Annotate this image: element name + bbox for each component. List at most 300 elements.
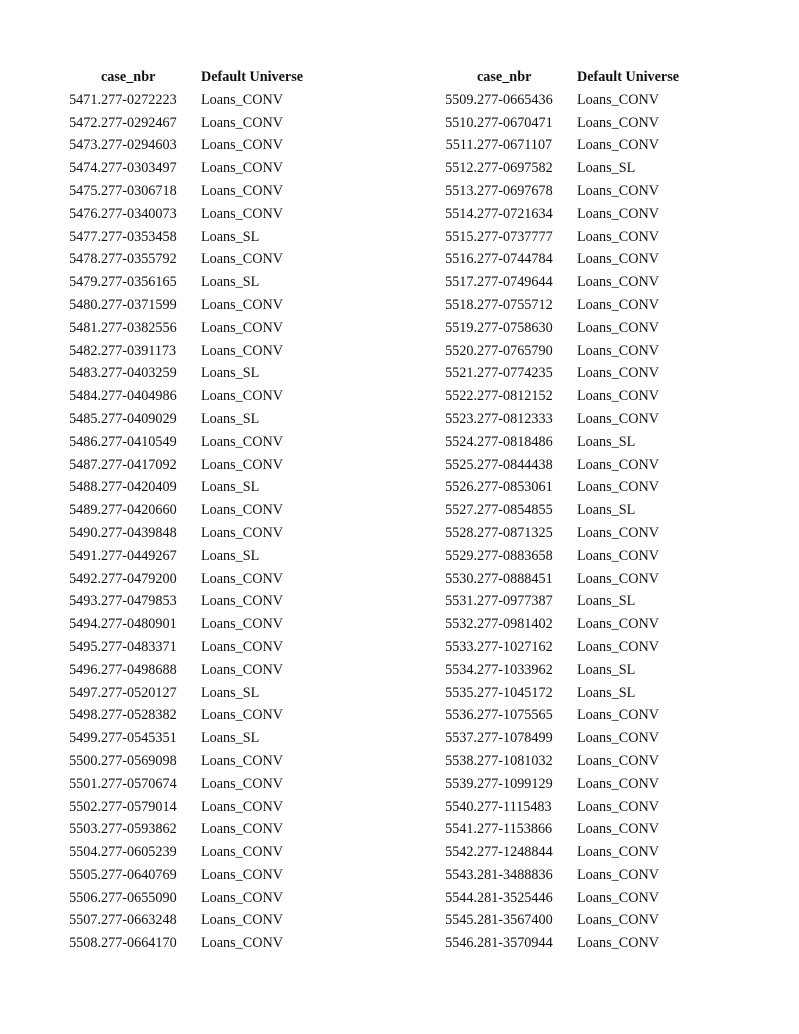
default-universe: Loans_SL xyxy=(577,160,636,177)
table-row xyxy=(424,704,727,727)
table-row xyxy=(48,841,351,864)
table-row xyxy=(424,271,727,294)
default-universe: Loans_CONV xyxy=(201,91,283,108)
row-number: 5542. xyxy=(445,844,477,861)
case-nbr: 281-3567400 xyxy=(477,912,553,929)
row-number: 5475. xyxy=(69,182,101,199)
table-body-right xyxy=(424,89,727,955)
default-universe: Loans_CONV xyxy=(577,570,659,587)
table-row xyxy=(48,773,351,796)
table-row xyxy=(424,180,727,203)
default-universe: Loans_SL xyxy=(577,502,636,519)
row-number: 5499. xyxy=(69,730,101,747)
case-nbr: 277-0569098 xyxy=(101,752,177,769)
case-nbr: 277-0655090 xyxy=(101,889,177,906)
row-number: 5480. xyxy=(69,296,101,313)
default-universe: Loans_CONV xyxy=(201,137,283,154)
default-universe: Loans_CONV xyxy=(577,616,659,633)
default-universe: Loans_SL xyxy=(201,410,260,427)
default-universe: Loans_CONV xyxy=(201,821,283,838)
row-number: 5525. xyxy=(445,456,477,473)
table-row xyxy=(424,203,727,226)
row-number: 5511. xyxy=(445,137,477,154)
case-nbr: 277-0593862 xyxy=(101,821,177,838)
default-universe: Loans_CONV xyxy=(577,182,659,199)
row-number: 5530. xyxy=(445,570,477,587)
row-number: 5494. xyxy=(69,616,101,633)
case-nbr: 277-0417092 xyxy=(101,456,177,473)
case-nbr: 277-0854855 xyxy=(477,502,553,519)
row-number: 5476. xyxy=(69,205,101,222)
case-nbr: 277-0977387 xyxy=(477,593,553,610)
table-row xyxy=(424,522,727,545)
default-universe: Loans_CONV xyxy=(577,889,659,906)
default-universe: Loans_CONV xyxy=(201,707,283,724)
table-row xyxy=(48,909,351,932)
case-nbr: 277-1075565 xyxy=(477,707,553,724)
table-row xyxy=(424,613,727,636)
table-row xyxy=(424,134,727,157)
table-row xyxy=(48,727,351,750)
case-nbr: 277-0355792 xyxy=(101,251,177,268)
table-row xyxy=(48,750,351,773)
row-number: 5522. xyxy=(445,388,477,405)
row-number: 5510. xyxy=(445,114,477,131)
case-nbr: 277-0605239 xyxy=(101,844,177,861)
row-number: 5529. xyxy=(445,547,477,564)
default-universe: Loans_CONV xyxy=(577,319,659,336)
case-nbr: 277-0671107 xyxy=(477,137,553,154)
case-nbr: 277-0420660 xyxy=(101,502,177,519)
case-nbr: 277-0391173 xyxy=(101,342,177,359)
table-row xyxy=(424,499,727,522)
table-row xyxy=(48,636,351,659)
table-row xyxy=(424,773,727,796)
row-number: 5513. xyxy=(445,182,477,199)
default-universe-header: Default Universe xyxy=(201,69,304,85)
default-universe: Loans_CONV xyxy=(577,866,659,883)
table-row xyxy=(424,659,727,682)
case-nbr: 277-1045172 xyxy=(477,684,553,701)
table-row xyxy=(48,248,351,271)
table-row xyxy=(48,385,351,408)
case-nbr: 277-0640769 xyxy=(101,866,177,883)
table-row xyxy=(48,89,351,112)
case-nbr: 277-0744784 xyxy=(477,251,553,268)
case-nbr: 277-0439848 xyxy=(101,524,177,541)
row-number: 5512. xyxy=(445,160,477,177)
table-row xyxy=(48,431,351,454)
case-nbr: 277-0404986 xyxy=(101,388,177,405)
default-universe: Loans_SL xyxy=(577,433,636,450)
table-row xyxy=(424,248,727,271)
table-body-left xyxy=(48,89,351,955)
default-universe: Loans_CONV xyxy=(577,251,659,268)
case-nbr: 277-0420409 xyxy=(101,479,177,496)
table-row xyxy=(424,545,727,568)
default-universe: Loans_CONV xyxy=(201,752,283,769)
default-universe: Loans_SL xyxy=(201,228,260,245)
default-universe: Loans_SL xyxy=(201,547,260,564)
default-universe: Loans_CONV xyxy=(577,730,659,747)
case-nbr: 277-0272223 xyxy=(101,91,177,108)
default-universe: Loans_CONV xyxy=(577,137,659,154)
row-number: 5509. xyxy=(445,91,477,108)
row-number: 5516. xyxy=(445,251,477,268)
row-number-header xyxy=(48,66,101,89)
table-row xyxy=(424,476,727,499)
case-nbr: 277-0303497 xyxy=(101,160,177,177)
header-row xyxy=(424,66,727,89)
table-row xyxy=(48,796,351,819)
case-nbr: 277-1115483 xyxy=(477,798,552,815)
default-universe: Loans_CONV xyxy=(201,388,283,405)
table-row xyxy=(48,932,351,955)
table-row xyxy=(48,317,351,340)
table-row xyxy=(424,932,727,955)
default-universe: Loans_CONV xyxy=(577,752,659,769)
case-nbr: 277-0294603 xyxy=(101,137,177,154)
case-nbr: 277-0765790 xyxy=(477,342,553,359)
default-universe: Loans_CONV xyxy=(201,342,283,359)
case-nbr: 277-0483371 xyxy=(101,638,177,655)
row-number: 5503. xyxy=(69,821,101,838)
table-row xyxy=(48,864,351,887)
case-nbr: 281-3525446 xyxy=(477,889,553,906)
case-nbr: 277-0403259 xyxy=(101,365,177,382)
table-row xyxy=(424,750,727,773)
row-number: 5517. xyxy=(445,274,477,291)
default-universe: Loans_CONV xyxy=(201,912,283,929)
table-row xyxy=(424,818,727,841)
case-nbr: 277-0697582 xyxy=(477,160,553,177)
case-nbr: 277-0758630 xyxy=(477,319,553,336)
case-nbr: 277-0812333 xyxy=(477,410,553,427)
default-universe: Loans_CONV xyxy=(201,182,283,199)
default-universe: Loans_CONV xyxy=(201,524,283,541)
row-number: 5497. xyxy=(69,684,101,701)
table-row xyxy=(48,226,351,249)
row-number: 5487. xyxy=(69,456,101,473)
row-number: 5545. xyxy=(445,912,477,929)
default-universe: Loans_CONV xyxy=(577,844,659,861)
table-row xyxy=(424,887,727,910)
table-row xyxy=(424,226,727,249)
table-row xyxy=(48,545,351,568)
table-row xyxy=(424,636,727,659)
case-nbr: 277-0853061 xyxy=(477,479,553,496)
table-row xyxy=(48,408,351,431)
row-number: 5471. xyxy=(69,91,101,108)
row-number: 5474. xyxy=(69,160,101,177)
row-number: 5498. xyxy=(69,707,101,724)
case-nbr: 277-0498688 xyxy=(101,661,177,678)
row-number: 5481. xyxy=(69,319,101,336)
default-universe: Loans_CONV xyxy=(201,433,283,450)
table-row xyxy=(424,864,727,887)
default-universe: Loans_CONV xyxy=(577,296,659,313)
default-universe: Loans_CONV xyxy=(577,228,659,245)
row-number: 5489. xyxy=(69,502,101,519)
case-nbr: 277-1081032 xyxy=(477,752,553,769)
case-nbr-header: case_nbr xyxy=(477,69,532,85)
case-nbr: 277-0755712 xyxy=(477,296,553,313)
row-number: 5472. xyxy=(69,114,101,131)
row-number: 5536. xyxy=(445,707,477,724)
table-row xyxy=(424,431,727,454)
case-nbr: 277-0382556 xyxy=(101,319,177,336)
row-number: 5502. xyxy=(69,798,101,815)
row-number: 5546. xyxy=(445,935,477,952)
case-nbr: 281-3488836 xyxy=(477,866,553,883)
table-row xyxy=(48,704,351,727)
row-number: 5506. xyxy=(69,889,101,906)
case-nbr: 277-0749644 xyxy=(477,274,553,291)
case-table-right xyxy=(424,66,727,955)
row-number: 5490. xyxy=(69,524,101,541)
table-row xyxy=(48,499,351,522)
case-nbr: 277-0371599 xyxy=(101,296,177,313)
case-nbr: 277-0409029 xyxy=(101,410,177,427)
default-universe: Loans_CONV xyxy=(201,502,283,519)
default-universe: Loans_CONV xyxy=(201,866,283,883)
case-nbr: 277-0528382 xyxy=(101,707,177,724)
table-row xyxy=(48,887,351,910)
row-number: 5514. xyxy=(445,205,477,222)
case-nbr: 277-0664170 xyxy=(101,935,177,952)
case-nbr: 277-0356165 xyxy=(101,274,177,291)
case-nbr: 277-1248844 xyxy=(477,844,553,861)
default-universe: Loans_CONV xyxy=(201,296,283,313)
case-nbr-header: case_nbr xyxy=(101,69,156,85)
table-row xyxy=(48,590,351,613)
table-row xyxy=(424,157,727,180)
table-row xyxy=(424,682,727,705)
table-row xyxy=(48,522,351,545)
row-number: 5531. xyxy=(445,593,477,610)
default-universe: Loans_CONV xyxy=(201,570,283,587)
case-nbr: 277-0844438 xyxy=(477,456,553,473)
case-nbr: 277-0737777 xyxy=(477,228,553,245)
case-nbr: 277-0353458 xyxy=(101,228,177,245)
default-universe: Loans_CONV xyxy=(201,661,283,678)
default-universe: Loans_CONV xyxy=(201,114,283,131)
case-nbr: 277-0520127 xyxy=(101,684,177,701)
row-number: 5520. xyxy=(445,342,477,359)
default-universe: Loans_CONV xyxy=(577,775,659,792)
row-number: 5484. xyxy=(69,388,101,405)
table-row xyxy=(424,317,727,340)
table-row xyxy=(424,841,727,864)
row-number: 5538. xyxy=(445,752,477,769)
case-nbr: 277-0480901 xyxy=(101,616,177,633)
case-nbr: 277-0479853 xyxy=(101,593,177,610)
table-row xyxy=(48,476,351,499)
row-number: 5537. xyxy=(445,730,477,747)
case-nbr: 277-0721634 xyxy=(477,205,553,222)
row-number: 5521. xyxy=(445,365,477,382)
table-row xyxy=(424,294,727,317)
table-row xyxy=(424,796,727,819)
table-row xyxy=(424,340,727,363)
case-nbr: 281-3570944 xyxy=(477,935,553,952)
row-number: 5544. xyxy=(445,889,477,906)
table-row xyxy=(48,112,351,135)
default-universe: Loans_CONV xyxy=(201,889,283,906)
default-universe: Loans_CONV xyxy=(201,319,283,336)
row-number: 5540. xyxy=(445,798,477,815)
table-row xyxy=(48,568,351,591)
case-nbr: 277-0883658 xyxy=(477,547,553,564)
table-row xyxy=(424,454,727,477)
default-universe: Loans_CONV xyxy=(201,160,283,177)
table-row xyxy=(48,818,351,841)
default-universe: Loans_CONV xyxy=(577,456,659,473)
table-row xyxy=(48,157,351,180)
default-universe: Loans_CONV xyxy=(201,844,283,861)
table-row xyxy=(424,590,727,613)
row-number: 5504. xyxy=(69,844,101,861)
header-row xyxy=(48,66,351,89)
case-nbr: 277-0410549 xyxy=(101,433,177,450)
table-row xyxy=(424,89,727,112)
default-universe: Loans_SL xyxy=(201,730,260,747)
row-number: 5524. xyxy=(445,433,477,450)
case-nbr: 277-0665436 xyxy=(477,91,553,108)
row-number: 5523. xyxy=(445,410,477,427)
default-universe: Loans_CONV xyxy=(577,707,659,724)
case-nbr: 277-0818486 xyxy=(477,433,553,450)
row-number: 5527. xyxy=(445,502,477,519)
row-number: 5492. xyxy=(69,570,101,587)
table-row xyxy=(48,180,351,203)
default-universe: Loans_CONV xyxy=(201,251,283,268)
table-row xyxy=(48,682,351,705)
default-universe: Loans_CONV xyxy=(577,547,659,564)
row-number: 5495. xyxy=(69,638,101,655)
row-number: 5485. xyxy=(69,410,101,427)
default-universe: Loans_CONV xyxy=(201,798,283,815)
case-nbr: 277-0545351 xyxy=(101,730,177,747)
row-number: 5515. xyxy=(445,228,477,245)
row-number: 5491. xyxy=(69,547,101,564)
row-number: 5505. xyxy=(69,866,101,883)
default-universe: Loans_SL xyxy=(201,274,260,291)
row-number: 5535. xyxy=(445,684,477,701)
default-universe: Loans_CONV xyxy=(577,410,659,427)
case-nbr: 277-0697678 xyxy=(477,182,553,199)
default-universe: Loans_SL xyxy=(577,661,636,678)
case-nbr: 277-0306718 xyxy=(101,182,177,199)
table-row xyxy=(48,454,351,477)
row-number: 5496. xyxy=(69,661,101,678)
case-table-left xyxy=(48,66,351,955)
table-row xyxy=(424,727,727,750)
default-universe: Loans_CONV xyxy=(201,775,283,792)
table-row xyxy=(48,271,351,294)
table-row xyxy=(48,203,351,226)
default-universe: Loans_CONV xyxy=(577,274,659,291)
default-universe: Loans_CONV xyxy=(201,205,283,222)
table-row xyxy=(424,112,727,135)
default-universe: Loans_SL xyxy=(201,365,260,382)
row-number: 5500. xyxy=(69,752,101,769)
default-universe: Loans_CONV xyxy=(201,593,283,610)
row-number: 5501. xyxy=(69,775,101,792)
default-universe: Loans_CONV xyxy=(577,479,659,496)
table-row xyxy=(48,340,351,363)
default-universe: Loans_CONV xyxy=(201,638,283,655)
default-universe: Loans_CONV xyxy=(201,616,283,633)
case-nbr: 277-0570674 xyxy=(101,775,177,792)
default-universe: Loans_CONV xyxy=(577,205,659,222)
case-nbr: 277-0479200 xyxy=(101,570,177,587)
default-universe: Loans_CONV xyxy=(577,388,659,405)
row-number: 5473. xyxy=(69,137,101,154)
row-number: 5482. xyxy=(69,342,101,359)
default-universe: Loans_CONV xyxy=(577,91,659,108)
row-number: 5479. xyxy=(69,274,101,291)
case-nbr: 277-0871325 xyxy=(477,524,553,541)
default-universe: Loans_CONV xyxy=(577,821,659,838)
default-universe: Loans_CONV xyxy=(577,365,659,382)
left-column xyxy=(48,66,351,955)
case-nbr: 277-0292467 xyxy=(101,114,177,131)
case-nbr: 277-0670471 xyxy=(477,114,553,131)
row-number: 5483. xyxy=(69,365,101,382)
case-nbr: 277-1033962 xyxy=(477,661,553,678)
row-number: 5541. xyxy=(445,821,477,838)
case-nbr: 277-0579014 xyxy=(101,798,177,815)
default-universe: Loans_CONV xyxy=(577,524,659,541)
default-universe-header: Default Universe xyxy=(577,69,680,85)
default-universe: Loans_SL xyxy=(201,684,260,701)
default-universe: Loans_CONV xyxy=(577,638,659,655)
table-row xyxy=(424,568,727,591)
table-row xyxy=(48,659,351,682)
table-row xyxy=(424,385,727,408)
default-universe: Loans_CONV xyxy=(577,935,659,952)
table-row xyxy=(424,909,727,932)
row-number: 5528. xyxy=(445,524,477,541)
table-row xyxy=(48,294,351,317)
row-number: 5526. xyxy=(445,479,477,496)
default-universe: Loans_SL xyxy=(577,684,636,701)
row-number: 5493. xyxy=(69,593,101,610)
row-number: 5532. xyxy=(445,616,477,633)
right-column xyxy=(424,66,727,955)
default-universe: Loans_CONV xyxy=(577,912,659,929)
table-row xyxy=(424,362,727,385)
case-nbr: 277-0340073 xyxy=(101,205,177,222)
case-nbr: 277-1099129 xyxy=(477,775,553,792)
row-number: 5534. xyxy=(445,661,477,678)
table-row xyxy=(48,134,351,157)
default-universe: Loans_SL xyxy=(201,479,260,496)
case-nbr: 277-1027162 xyxy=(477,638,553,655)
row-number: 5508. xyxy=(69,935,101,952)
case-nbr: 277-0663248 xyxy=(101,912,177,929)
row-number: 5507. xyxy=(69,912,101,929)
row-number: 5488. xyxy=(69,479,101,496)
row-number: 5478. xyxy=(69,251,101,268)
case-nbr: 277-0812152 xyxy=(477,388,553,405)
row-number: 5533. xyxy=(445,638,477,655)
default-universe: Loans_CONV xyxy=(201,935,283,952)
table-row xyxy=(48,362,351,385)
row-number: 5543. xyxy=(445,866,477,883)
case-nbr: 277-0449267 xyxy=(101,547,177,564)
